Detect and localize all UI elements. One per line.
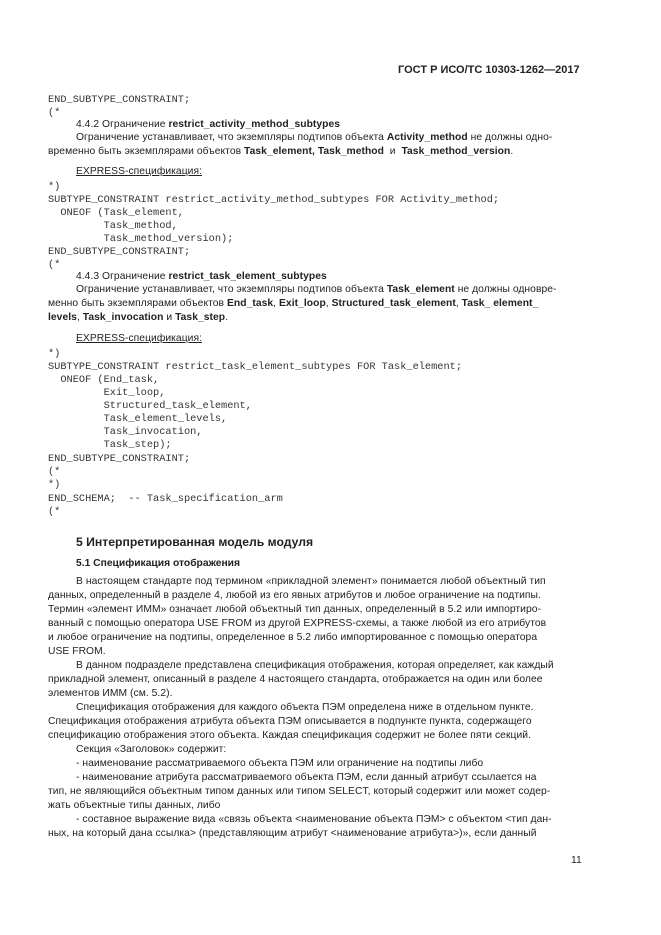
text-run: ,: [273, 298, 279, 309]
paragraph-line: [48, 146, 513, 157]
subsection-title: 5.1 Спецификация отображения: [76, 558, 241, 569]
entity-name: Task_element: [386, 284, 455, 295]
paragraph-line: Спецификация отображения атрибута объекта ПЭМ описывается в подпункте пункта, содержащего: [48, 716, 532, 727]
code-line: Task_method,: [48, 220, 178, 232]
code-line: Exit_loop,: [48, 387, 166, 399]
entity-name: Task_element, Task_method: [244, 146, 384, 157]
paragraph-line: тип, не являющийся объектным типом данных или типом SELECT, который содержит или может содер-: [48, 786, 551, 797]
section-heading-4-4-3: [76, 271, 327, 282]
code-line: Structured_task_element,: [48, 400, 252, 412]
text-run: ,: [325, 298, 332, 309]
text-run: .: [510, 146, 514, 157]
code-line: (*: [48, 506, 61, 518]
list-item: - составное выражение вида «связь объекта <наименование объекта ПЭМ> с объектом <тип дан-: [76, 814, 552, 825]
code-line: END_SCHEMA; -- Task_specification_arm: [48, 493, 283, 505]
code-line: (*: [48, 259, 61, 271]
code-line: END_SUBTYPE_CONSTRAINT;: [48, 246, 191, 258]
code-line: (*: [48, 466, 61, 478]
paragraph-line: данных, определенный в разделе 4, любой из его явных атрибутов и любое ограничение на подтипы.: [48, 590, 541, 601]
text-run: ,: [455, 298, 462, 309]
constraint-name: restrict_task_element_subtypes: [168, 271, 327, 282]
code-line: *): [48, 479, 61, 491]
code-line: Task_step);: [48, 439, 172, 451]
paragraph-line: [76, 132, 552, 143]
text-run: и: [383, 146, 402, 157]
paragraph-line: ванный с помощью оператора USE FROM из другой EXPRESS-схемы, а также любой из его атрибутов: [48, 618, 547, 629]
code-line: SUBTYPE_CONSTRAINT restrict_task_element_subtypes FOR Task_element;: [48, 361, 463, 373]
code-line: Task_method_version);: [48, 233, 234, 245]
paragraph-line: USE FROM.: [48, 646, 106, 657]
paragraph-line: [48, 312, 228, 323]
paragraph-line: Термин «элемент ИММ» означает любой объектный тип данных, определенный в 5.2 или импортиро-: [48, 604, 542, 615]
text-run: .: [225, 312, 229, 323]
paragraph-line: жать объектные типы данных, либо: [48, 800, 221, 811]
section-number: 4.4.3 Ограничение: [76, 271, 169, 282]
paragraph-line: В настоящем стандарте под термином «прикладной элемент» понимается любой объектный тип: [76, 576, 546, 587]
entity-name: Structured_task_element: [331, 298, 456, 309]
section-heading-4-4-2: [76, 119, 340, 130]
list-item: - наименование атрибута рассматриваемого объекта ПЭМ, если данный атрибут ссылается на: [76, 772, 537, 783]
text-run: не должны одно-: [467, 132, 553, 143]
code-line: SUBTYPE_CONSTRAINT restrict_activity_method_subtypes FOR Activity_method;: [48, 194, 500, 206]
paragraph-line: ных, на который дана ссылка> (представляющим атрибут <наименование атрибута>)», если данный: [48, 828, 537, 839]
section-title: 5 Интерпретированная модель модуля: [76, 535, 314, 549]
text-run: временно быть экземплярами объектов: [48, 146, 245, 157]
text-run: Ограничение устанавливает, что экземпляры подтипов объекта: [76, 284, 387, 295]
section-number: 4.4.2 Ограничение: [76, 119, 169, 130]
entity-name: Task_method_version: [401, 146, 511, 157]
entity-name: Exit_loop: [279, 298, 326, 309]
paragraph-line: [76, 284, 557, 295]
text-run: и: [163, 312, 176, 323]
list-item: - наименование рассматриваемого объекта ПЭМ или ограничение на подтипы либо: [76, 758, 484, 769]
code-line: END_SUBTYPE_CONSTRAINT;: [48, 453, 191, 465]
text-run: менно быть экземплярами объектов: [48, 298, 227, 309]
paragraph-line: и любое ограничение на подтипы, определенное в 5.2 либо импортированное с помощью оператора: [48, 632, 538, 643]
code-line: ONEOF (End_task,: [48, 374, 160, 386]
entity-name: Activity_method: [386, 132, 468, 143]
paragraph-line: прикладной элемент, описанный в разделе 4 настоящего стандарта, отображается на один или более: [48, 674, 543, 685]
constraint-name: restrict_activity_method_subtypes: [168, 119, 341, 130]
code-line: Task_invocation,: [48, 426, 203, 438]
express-spec-label: EXPRESS-спецификация:: [76, 166, 202, 177]
paragraph-line: элементов ИММ (см. 5.2).: [48, 688, 173, 699]
code-line: (*: [48, 107, 61, 119]
entity-name: End_task: [226, 298, 274, 309]
entity-name: Task_ element_: [461, 298, 539, 309]
text-run: Ограничение устанавливает, что экземпляры подтипов объекта: [76, 132, 387, 143]
page-number: 11: [571, 855, 582, 866]
paragraph-line: спецификацию отображения этого объекта. Каждая спецификация содержит не более пяти секций.: [48, 730, 531, 741]
text-run: не должны одновре-: [454, 284, 557, 295]
text-run: ,: [76, 312, 83, 323]
paragraph-line: Секция «Заголовок» содержит:: [76, 744, 227, 755]
code-line: *): [48, 181, 61, 193]
code-line: *): [48, 348, 61, 360]
code-line: ONEOF (Task_element,: [48, 207, 184, 219]
entity-name: Task_invocation: [82, 312, 164, 323]
paragraph-line: В данном подразделе представлена спецификация отображения, которая определяет, как каждый: [76, 660, 554, 671]
express-spec-label: EXPRESS-спецификация:: [76, 333, 202, 344]
code-line: Task_element_levels,: [48, 413, 228, 425]
paragraph-line: Спецификация отображения для каждого объекта ПЭМ определена ниже в отдельном пункте.: [76, 702, 534, 713]
code-line: END_SUBTYPE_CONSTRAINT;: [48, 94, 191, 106]
entity-name: Task_step: [175, 312, 226, 323]
document-header: ГОСТ Р ИСО/ТС 10303-1262—2017: [398, 64, 580, 76]
paragraph-line: [48, 298, 538, 309]
entity-name: levels: [48, 312, 77, 323]
